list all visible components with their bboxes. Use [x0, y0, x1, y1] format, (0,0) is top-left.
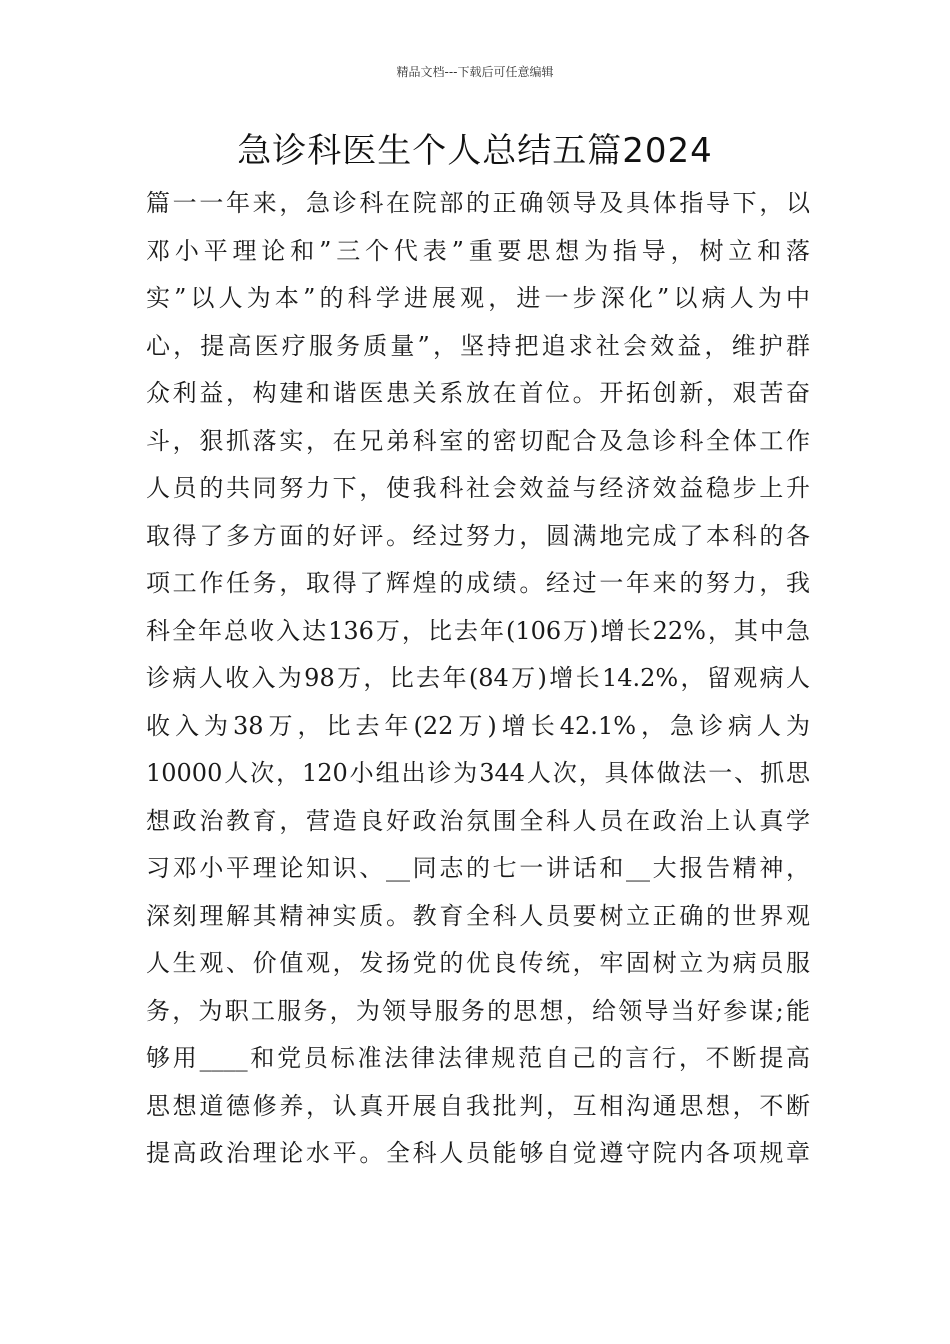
body-line-12: 收入为38万，比去年(22万)增长42.1%，急诊病人为	[146, 711, 810, 740]
body-line-8: 取得了多方面的好评。经过努力，圆满地完成了本科的各	[146, 521, 810, 550]
body-line-16: 深刻理解其精神实质。教育全科人员要树立正确的世界观	[146, 901, 810, 930]
document-body	[146, 180, 810, 1178]
body-line-18: 务，为职工服务，为领导服务的思想，给领导当好参谋;能	[146, 996, 810, 1025]
body-line-17: 人生观、价值观，发扬党的优良传统，牢固树立为病员服	[146, 949, 810, 977]
body-line-13: 10000人次，120小组出诊为344人次，具体做法一、抓思	[146, 759, 810, 787]
page-header: 精品文档---下载后可任意编辑	[396, 65, 554, 79]
body-line-4: 心，提高医疗服务质量”，坚持把追求社会效益，维护群	[146, 331, 810, 360]
body-line-10: 科全年总收入达136万，比去年(106万)增长22%，其中急	[146, 616, 810, 645]
body-line-5: 众利益，构建和谐医患关系放在首位。开拓创新，艰苦奋	[146, 379, 810, 407]
body-line-21: 提高政治理论水平。全科人员能够自觉遵守院内各项规章	[146, 1139, 810, 1167]
body-line-11: 诊病人收入为98万，比去年(84万)增长14.2%，留观病人	[146, 664, 810, 692]
body-line-15: 习邓小平理论知识、__同志的七一讲话和__大报告精神，	[146, 854, 810, 882]
body-line-3: 实”以人为本”的科学进展观，进一步深化”以病人为中	[146, 284, 810, 312]
body-line-14: 想政治教育，营造良好政治氛围全科人员在政治上认真学	[146, 806, 810, 835]
document-title: 急诊科医生个人总结五篇2024	[237, 131, 713, 171]
body-line-1: 篇一一年来，急诊科在院部的正确领导及具体指导下，以	[146, 189, 810, 217]
body-line-9: 项工作任务，取得了辉煌的成绩。经过一年来的努力，我	[146, 569, 810, 597]
body-line-2: 邓小平理论和”三个代表”重要思想为指导，树立和落	[146, 236, 810, 265]
body-line-7: 人员的共同努力下，使我科社会效益与经济效益稳步上升	[146, 474, 810, 502]
body-line-6: 斗，狠抓落实，在兄弟科室的密切配合及急诊科全体工作	[146, 426, 810, 455]
body-line-19: 够用____和党员标准法律法律规范自己的言行，不断提高	[146, 1044, 810, 1072]
body-line-20: 思想道德修养，认真开展自我批判，互相沟通思想，不断	[146, 1091, 810, 1120]
